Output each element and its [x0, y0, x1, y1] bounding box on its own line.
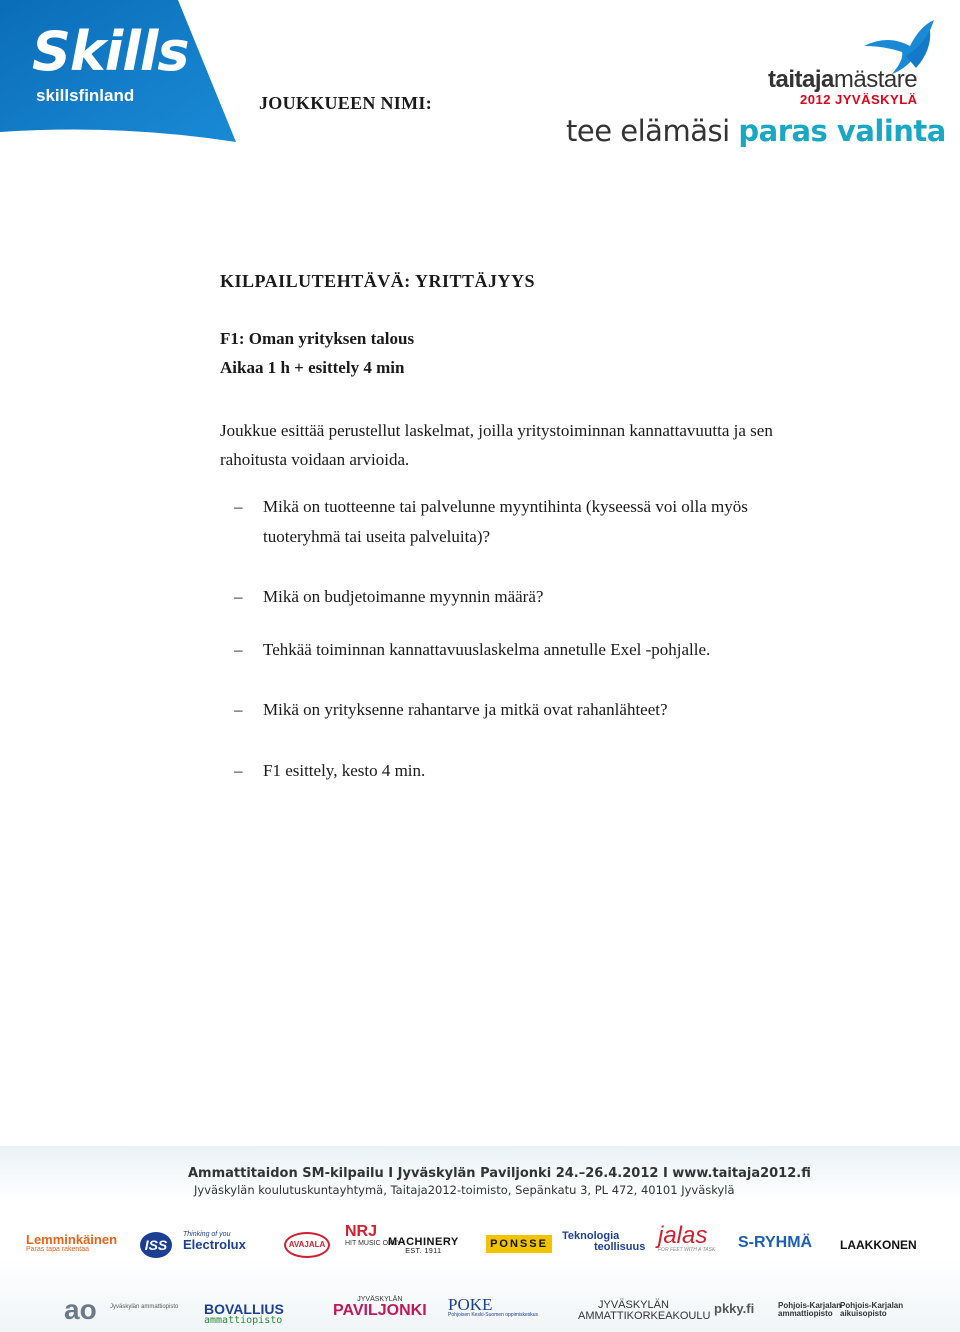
slogan: tee elämäsi paras valinta	[566, 114, 946, 148]
team-name-label: JOUKKUEEN NIMI:	[259, 93, 433, 113]
skills-logo-wordmark: Skills	[32, 20, 189, 83]
sponsor-logo-jalas: jalas FOR FEET WITH A TASK	[658, 1222, 716, 1253]
sponsor-logo-avajala: AVAJALA	[284, 1232, 330, 1258]
taitaja-event-label: 2012 JYVÄSKYLÄ	[800, 92, 918, 107]
sponsor-logo-iss: ISS	[140, 1232, 172, 1258]
sponsor-logo-poke: POKE Pohjoisen Keski-Suomen oppimiskeskus	[448, 1295, 539, 1318]
sponsor-logo-machinery: MACHINERY EST. 1911	[388, 1236, 459, 1255]
sponsor-logo-bovallius: BOVALLIUS ammattiopisto	[204, 1301, 284, 1326]
footer-address: Jyväskylän koulutuskuntayhtymä, Taitaja2012-toimisto, Sepänkatu 3, PL 472, 40101 Jyväskylä	[194, 1183, 735, 1197]
list-item	[234, 582, 814, 612]
task-title: KILPAILUTEHTÄVÄ: YRITTÄJYYS	[220, 271, 536, 291]
list-item-text: Mikä on tuotteenne tai palvelunne myyntihinta (kyseessä voi olla myös tuoteryhmä tai useita palveluita)?	[263, 497, 748, 546]
list-item	[234, 756, 814, 786]
sponsor-logo-ao-text: Jyväskylän ammattiopisto	[110, 1304, 179, 1310]
sponsor-logo-laakkonen: LAAKKONEN	[840, 1238, 917, 1252]
bullet-marker: –	[234, 700, 243, 719]
footer-event-info: Ammattitaidon SM-kilpailu I Jyväskylän Paviljonki 24.–26.4.2012 I www.taitaja2012.fi	[188, 1166, 811, 1181]
skills-logo-subtext: skillsfinland	[36, 86, 135, 105]
intro-paragraph: Joukkue esittää perustellut laskelmat, joilla yritystoiminnan kannattavuutta ja sen rahoitusta voidaan arvioida.	[220, 421, 773, 469]
sponsor-logo-pk-ammattiopisto: Pohjois-Karjalan ammattiopisto	[778, 1301, 842, 1318]
bullet-marker: –	[234, 497, 243, 516]
task-time: Aikaa 1 h + esittely 4 min	[220, 358, 405, 377]
list-item-text: Mikä on yrityksenne rahantarve ja mitkä ovat rahanlähteet?	[263, 700, 668, 719]
list-item-text: F1 esittely, kesto 4 min.	[263, 761, 426, 780]
taitaja-logo-name: taitajamästare	[768, 66, 918, 93]
list-item	[234, 695, 814, 725]
sponsor-logo-nrj: NRJ HIT MUSIC ONLY !	[345, 1223, 405, 1247]
sponsor-logo-pkky: pkky.fi	[714, 1301, 755, 1316]
sponsor-logo-pk-aikuisopisto: Pohjois-Karjalan aikuisopisto	[840, 1301, 904, 1318]
sponsor-logo-ponsse: PONSSE	[486, 1235, 552, 1253]
bullet-marker: –	[234, 587, 243, 606]
sponsor-logo-lemminkainen: Lemminkäinen Paras tapa rakentaa	[26, 1232, 118, 1253]
list-item-text: Mikä on budjetoimanne myynnin määrä?	[263, 587, 544, 606]
sponsor-logo-s-ryhma: S-RYHMÄ	[738, 1234, 813, 1251]
list-item-text: Tehkää toiminnan kannattavuuslaskelma annetulle Exel -pohjalle.	[263, 640, 711, 659]
bullet-marker: –	[234, 761, 243, 780]
bullet-marker: –	[234, 640, 243, 659]
sponsor-logo-jamk: JYVÄSKYLÄN AMMATTIKORKEAKOULU	[578, 1299, 711, 1322]
list-item	[234, 492, 814, 552]
sponsor-logo-paviljonki: JYVÄSKYLÄN PAVILJONKI	[333, 1296, 427, 1319]
task-subtitle: F1: Oman yrityksen talous	[220, 329, 415, 348]
sponsor-logo-teknologiateollisuus: Teknologia teollisuus	[562, 1230, 646, 1253]
sponsor-logo-electrolux: Thinking of you Electrolux	[183, 1231, 246, 1252]
sponsor-logo-ao: ao	[64, 1294, 97, 1325]
list-item	[234, 635, 814, 665]
